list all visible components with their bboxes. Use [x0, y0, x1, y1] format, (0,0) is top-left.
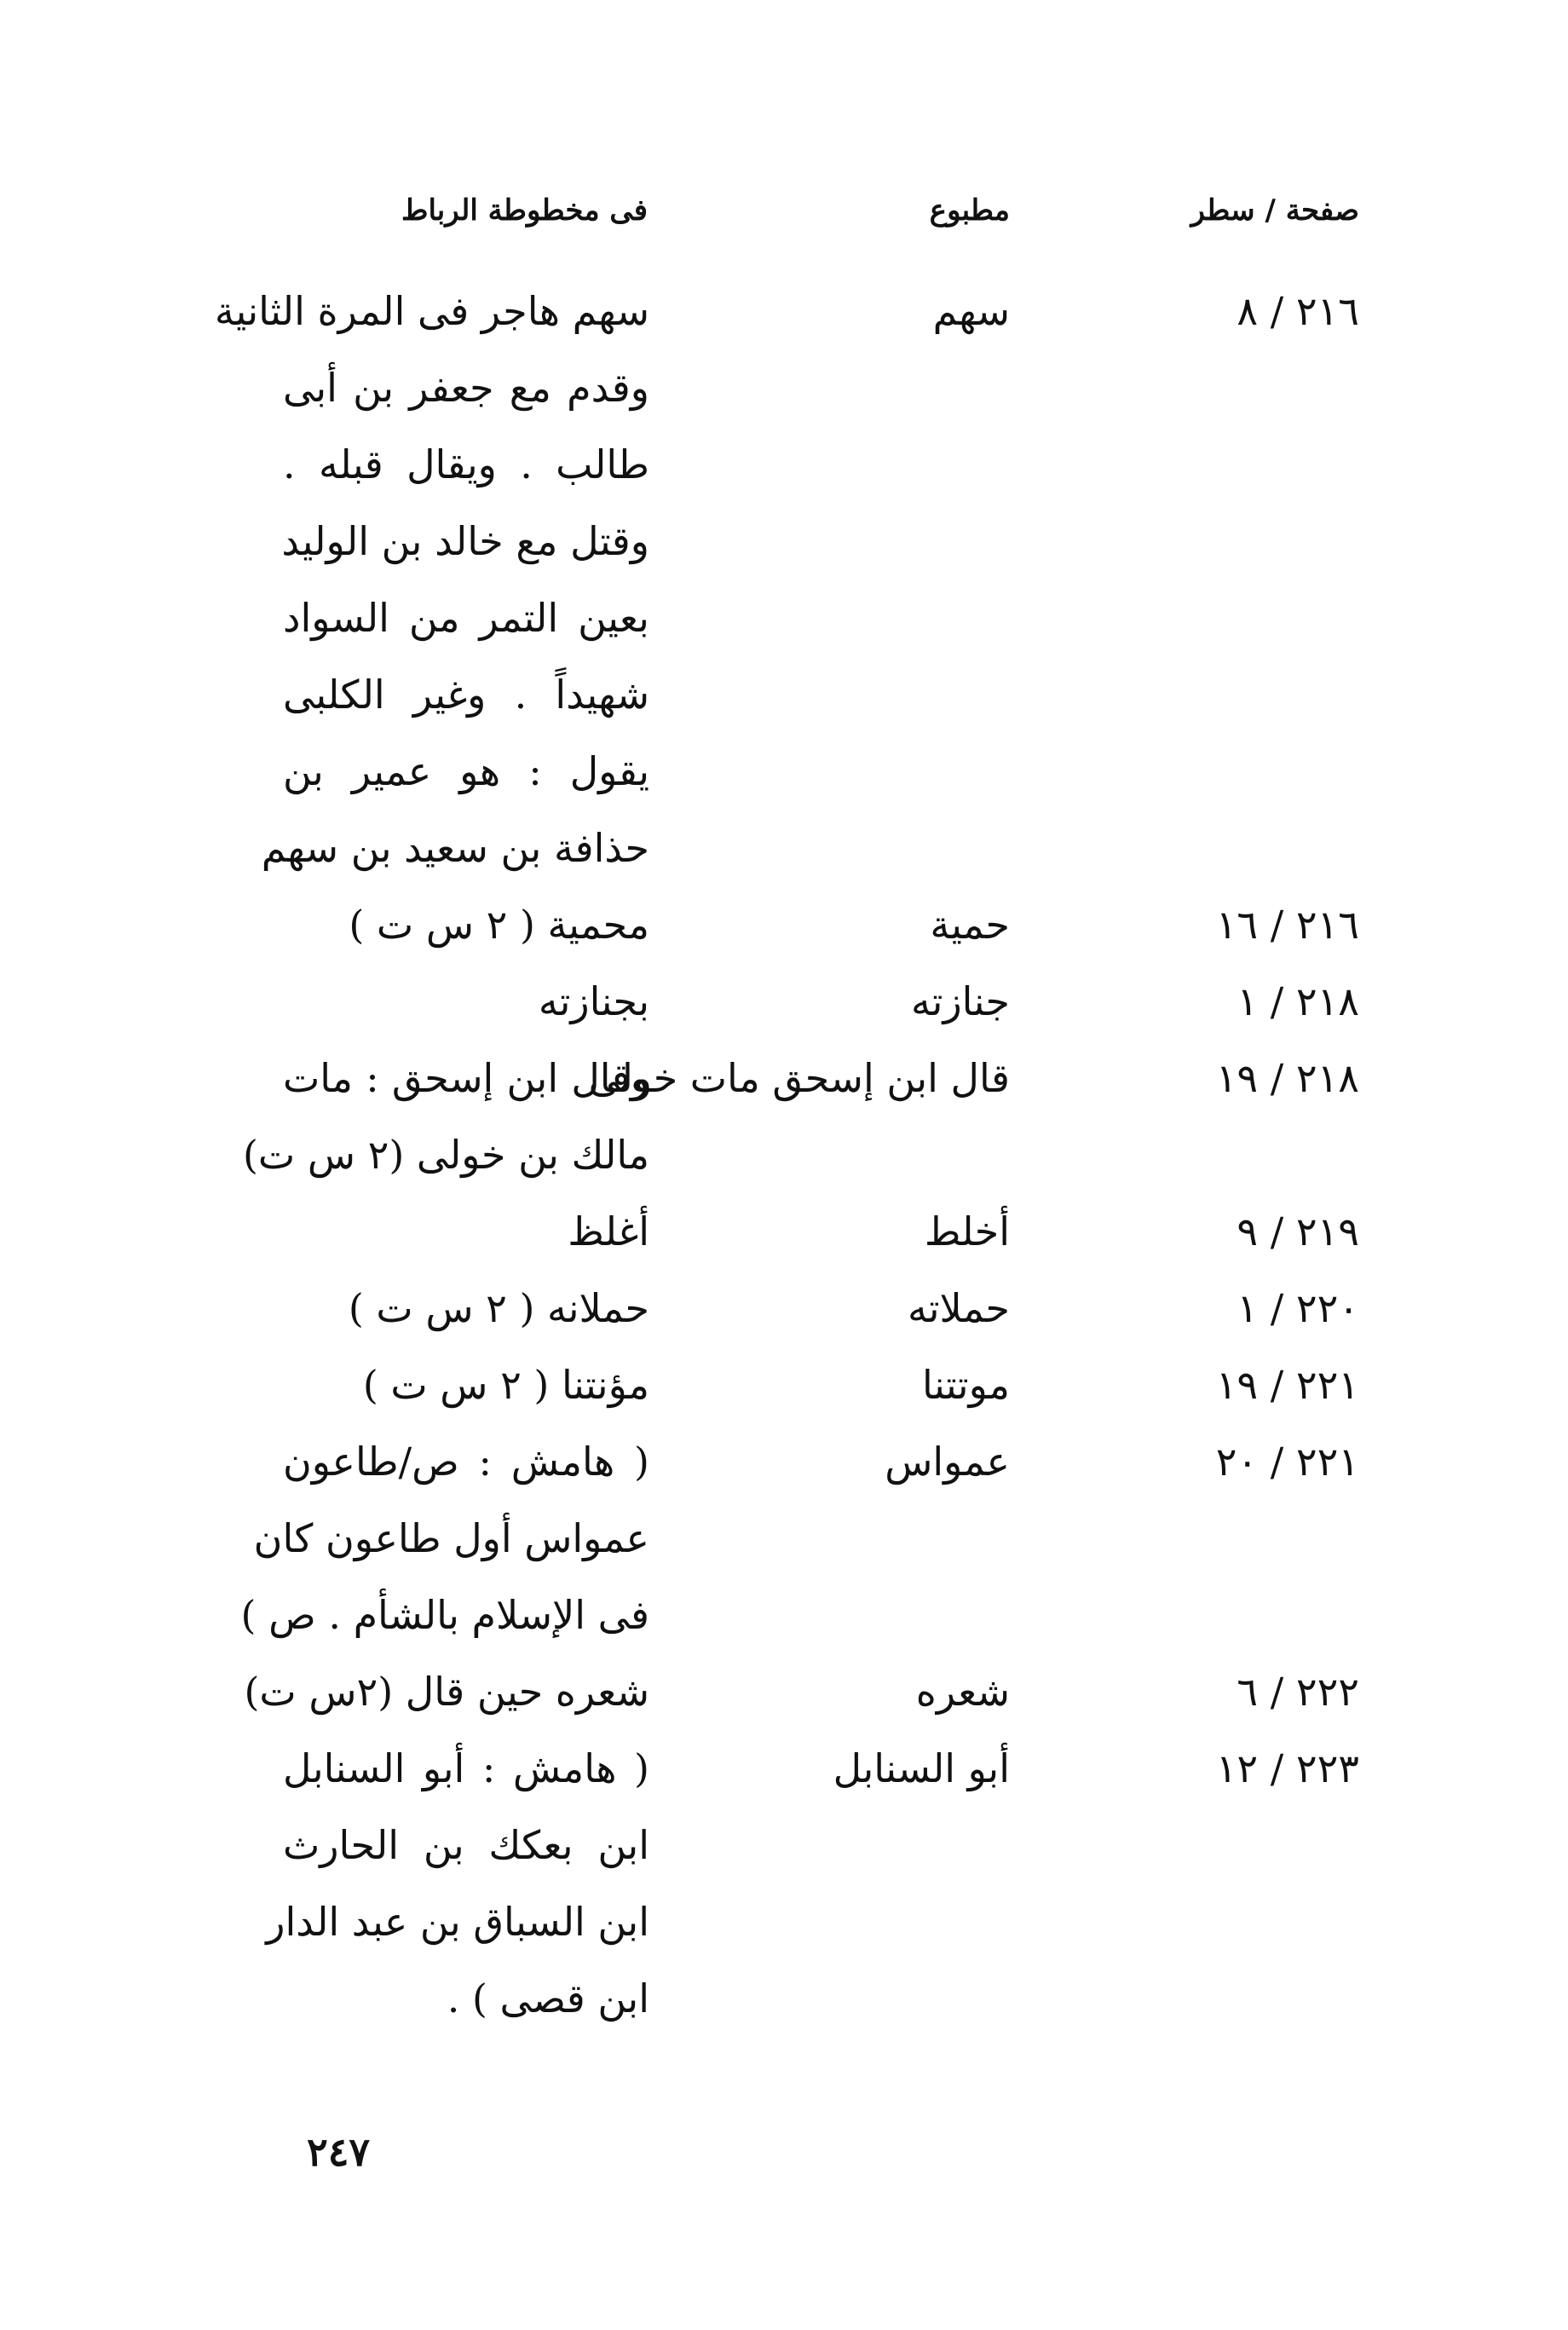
printed-reading: جنازته — [910, 978, 1010, 1024]
manuscript-reading-line: ( هامش : أبو السنابل — [283, 1745, 649, 1791]
manuscript-reading-line: حذافة بن سعيد بن سهم — [261, 825, 649, 871]
page-line-reference: ٢١٨ / ١٩ — [1215, 1055, 1359, 1101]
column-header-printed: مطبوع — [929, 193, 1010, 228]
page-line-reference: ٢٢٠ / ١ — [1237, 1285, 1359, 1331]
manuscript-reading-line: عمواس أول طاعون كان — [253, 1515, 649, 1561]
manuscript-reading-line: بجنازته — [538, 978, 649, 1024]
page-line-reference: ٢٢١ / ١٩ — [1215, 1362, 1359, 1408]
printed-reading: سهم — [932, 288, 1010, 334]
page-line-reference: ٢١٨ / ١ — [1237, 978, 1359, 1024]
column-header-manuscript: فى مخطوطة الرباط — [401, 193, 648, 228]
manuscript-reading-line: شهيداً . وغير الكلبى — [283, 672, 649, 718]
manuscript-reading-line: سهم هاجر فى المرة الثانية — [214, 288, 649, 334]
manuscript-reading-line: ابن قصى ) . — [447, 1975, 649, 2021]
manuscript-reading-line: محمية ( ٢ س ت ) — [349, 902, 649, 948]
printed-reading: شعره — [915, 1669, 1010, 1715]
page-line-reference: ٢١٦ / ٨ — [1237, 288, 1359, 334]
printed-reading: موتتنا — [922, 1362, 1010, 1408]
manuscript-reading-line: وقدم مع جعفر بن أبى — [283, 365, 649, 411]
page-line-reference: ٢١٩ / ٩ — [1237, 1208, 1359, 1254]
printed-reading: قال ابن إسحق مات خولى — [588, 1055, 1010, 1101]
manuscript-reading-line: ابن السباق بن عبد الدار — [266, 1899, 649, 1945]
manuscript-reading-line: وقال ابن إسحق : مات — [283, 1055, 649, 1101]
manuscript-reading-line: مالك بن خولى (٢ س ت) — [242, 1132, 649, 1178]
printed-reading: حمية — [930, 902, 1010, 948]
manuscript-reading-line: فى الإسلام بالشأم . ص ) — [240, 1592, 649, 1638]
manuscript-reading-line: شعره حين قال (٢س ت) — [244, 1669, 649, 1715]
page-line-reference: ٢١٦ / ١٦ — [1215, 902, 1359, 948]
page-line-reference: ٢٢٣ / ١٢ — [1215, 1745, 1359, 1791]
manuscript-reading-line: مؤنتنا ( ٢ س ت ) — [362, 1362, 649, 1408]
printed-reading: أبو السنابل — [833, 1745, 1010, 1791]
page-number: ٢٤٧ — [307, 2129, 371, 2175]
column-header-page-line: صفحة / سطر — [1190, 193, 1359, 228]
manuscript-reading-line: وقتل مع خالد بن الوليد — [281, 518, 649, 564]
printed-reading: حملاته — [908, 1285, 1010, 1331]
manuscript-reading-line: ( هامش : ص/طاعون — [283, 1439, 649, 1485]
page-line-reference: ٢٢٢ / ٦ — [1237, 1669, 1359, 1715]
manuscript-reading-line: يقول : هو عمير بن — [283, 748, 649, 794]
manuscript-reading-line: حملانه ( ٢ س ت ) — [348, 1285, 649, 1331]
manuscript-reading-line: طالب . ويقال قبله . — [283, 441, 649, 487]
printed-reading: عمواس — [885, 1439, 1010, 1485]
manuscript-reading-line: بعين التمر من السواد — [283, 595, 649, 641]
manuscript-reading-line: ابن بعكك بن الحارث — [283, 1822, 649, 1868]
manuscript-reading-line: أغلظ — [568, 1208, 649, 1254]
page-line-reference: ٢٢١ / ٢٠ — [1215, 1439, 1359, 1485]
printed-reading: أخلط — [924, 1208, 1010, 1254]
